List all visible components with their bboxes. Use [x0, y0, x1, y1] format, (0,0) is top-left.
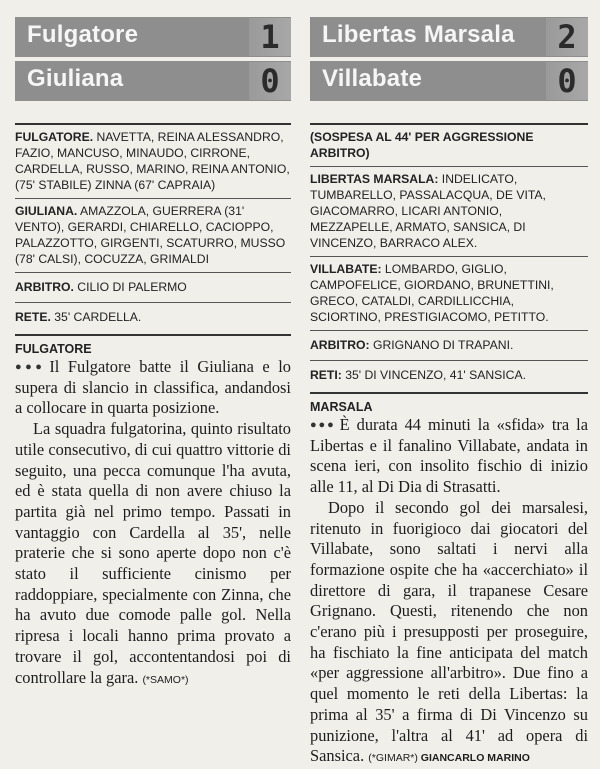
left-article [15, 0, 291, 690]
goals-text: 35' DI VINCENZO, 41' SANSICA. [341, 368, 526, 382]
away-score-bar [310, 61, 588, 101]
goals-text: 35' CARDELLA. [50, 310, 142, 324]
away-team-goals: 0 [249, 62, 291, 100]
home-score-bar [15, 17, 291, 57]
away-lineup-label: GIULIANA. [15, 204, 78, 218]
right-article [310, 0, 588, 769]
away-lineup [310, 257, 588, 330]
away-team-name: Villabate [322, 65, 423, 92]
referee-line [310, 331, 588, 360]
paragraph-2: La squadra fulgatorina, quinto risultato utile consecutivo, di cui quattro vittorie di seguito, una pecca comunque l'ha avuta, ed è stata quella di non avere chiuso la partita già nel primo tempo. Passati in vantaggio con Cardella al 35', nelle praterie che si sono aperte dopo non c'è stato il sufficiente cinismo per raddoppiare, specialmente con Zinna, che ha avuto due comode palle gol. Nella ripresa i locali hanno prima provato a trovare il gol, accontentandosi poi di controllare la gara. (*SAMO*) [15, 419, 291, 687]
away-lineup-text: LOMBARDO, GIGLIO, CAMPOFELICE, GIORDANO, BRUNETTINI, GRECO, CATALDI, CARDILLICCHIA, SCIORTINO, PRESTIGIACOMO, PETITTO. [310, 262, 554, 324]
away-lineup-label: VILLABATE: [310, 262, 382, 276]
home-lineup-text: NAVETTA, REINA ALESSANDRO, FAZIO, MANCUSO, MINAUDO, CIRRONE, CARDELLA, RUSSO, MARINO, REINA ANTONIO, (75' STABILE) ZINNA (67' CAPRAIA) [15, 130, 290, 192]
away-team-name: Giuliana [27, 65, 124, 92]
paragraph-1: ●●● È durata 44 minuti la «sfida» tra la Libertas e il fanalino Villabate, andata in scena ieri, con insolito fischio di inizio alle 11, al Di Dia di Strasatti. [310, 415, 588, 497]
signature: (*SAMO*) [142, 673, 189, 686]
home-lineup-label: FULGATORE. [15, 130, 94, 144]
paragraph-2: Dopo il secondo gol dei marsalesi, ritenuto in fuorigioco dai giocatori del Villabate, sono saltati i nervi alla formazione ospite che ha «accerchiato» il direttore di gara, il trapanese Cesare Grignano. Questi, ritenendo che non c'erano più i presupposti per proseguire, ha fischiato la fine anticipata del match «per aggressione all'arbitro». Due fino a quel momento le reti della Libertas: la prima al 35' a firma di Di Vincenzo su punizione, l'altra al 41' ad opera di Sansica. (*GIMAR*) GIANCARLO MARINO [310, 497, 588, 766]
home-team-name: Fulgatore [27, 21, 139, 48]
section-label: MARSALA [310, 400, 373, 414]
goals-line [15, 303, 291, 334]
referee-text: CILIO DI PALERMO [73, 280, 187, 294]
paragraph-1: ●●● Il Fulgatore batte il Giuliana e lo supera di slancio in classifica, andandosi a collocare in quarta posizione. [15, 357, 291, 418]
signature: (*GIMAR*) GIANCARLO MARINO [368, 752, 530, 765]
section-label: FULGATORE [15, 342, 92, 356]
away-team-goals: 0 [546, 62, 588, 100]
article-body [310, 415, 588, 769]
referee-line [15, 273, 291, 302]
referee-label: ARBITRO: [310, 338, 370, 352]
referee-text: GRIGNANO DI TRAPANI. [369, 338, 514, 352]
home-score-bar [310, 17, 588, 57]
article-body [15, 357, 291, 690]
goals-label: RETI: [310, 368, 342, 382]
home-lineup-label: LIBERTAS MARSALA: [310, 172, 439, 186]
home-team-goals: 2 [546, 18, 588, 56]
bullet-dots-icon: ●●● [15, 361, 46, 373]
away-lineup-text: AMAZZOLA, GUERRERA (31' VENTO), GERARDI, CHIARELLO, CACIOPPO, PALAZZOTTO, GIRGENTI, SCATURRO, MUSSO (78' CALSI), COCUZZA, GRIMALDI [15, 204, 286, 266]
home-lineup [15, 125, 291, 198]
home-team-name: Libertas Marsala [322, 21, 515, 48]
home-team-goals: 1 [249, 18, 291, 56]
match-note: (SOSPESA AL 44' PER AGGRESSIONE ARBITRO) [310, 130, 534, 160]
home-lineup-text: INDELICATO, TUMBARELLO, PASSALACQUA, DE VITA, GIACOMARRO, LICARI ANTONIO, MEZZAPELLE, ARMATO, SANSICA, DI VINCENZO, BARRACO ALEX. [310, 172, 546, 250]
home-lineup [310, 167, 588, 256]
goals-line [310, 361, 588, 392]
goals-label: RETE. [15, 310, 51, 324]
bullet-dots-icon: ●●● [310, 419, 336, 431]
referee-label: ARBITRO. [15, 280, 74, 294]
away-lineup [15, 199, 291, 272]
away-score-bar [15, 61, 291, 101]
